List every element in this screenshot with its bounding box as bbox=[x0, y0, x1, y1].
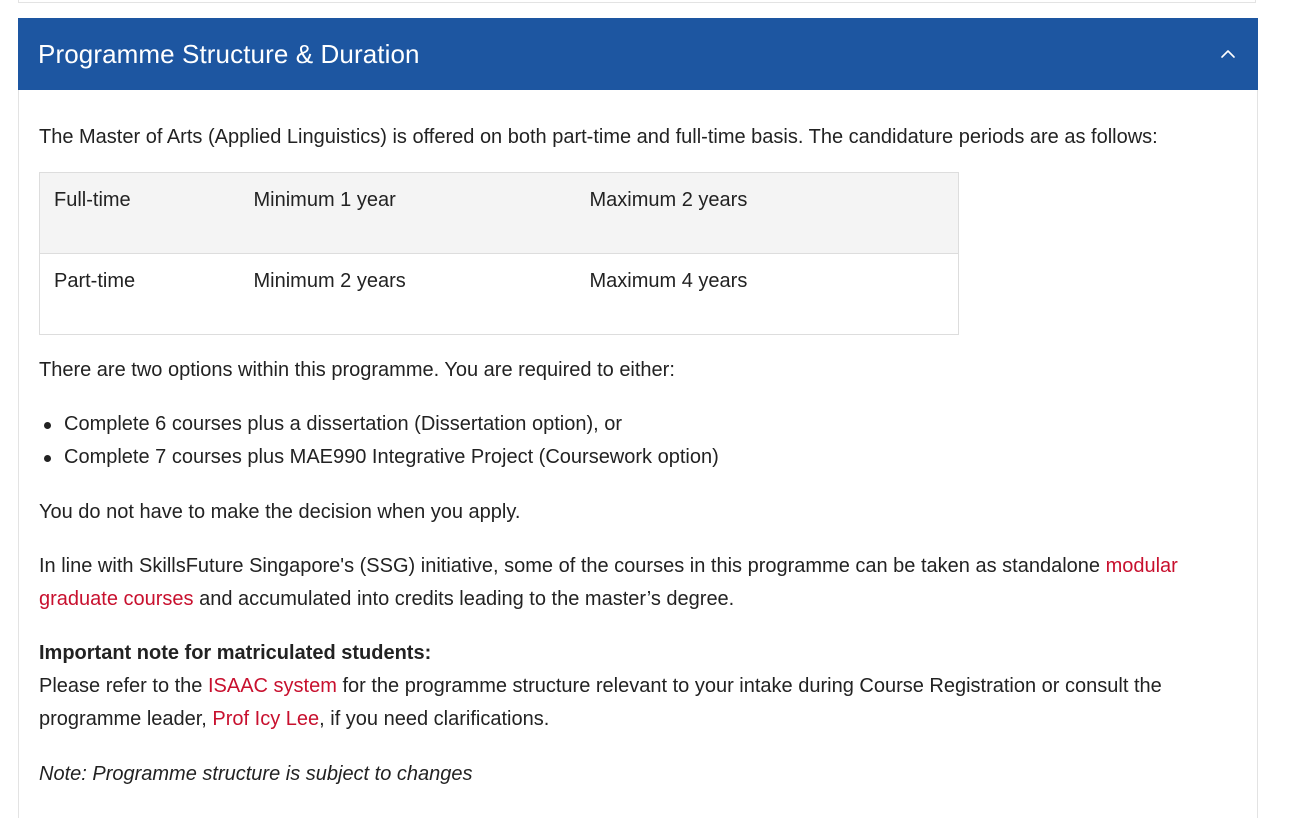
options-intro-text: There are two options within this programme. You are required to either: bbox=[39, 359, 675, 381]
disclaimer-note: Note: Programme structure is subject to changes bbox=[39, 763, 473, 785]
chevron-up-icon[interactable] bbox=[1220, 49, 1236, 59]
options-list bbox=[39, 408, 719, 474]
accordion-header[interactable] bbox=[18, 18, 1258, 90]
list-item: Complete 6 courses plus a dissertation (Dissertation option), or bbox=[39, 408, 719, 441]
isaac-system-link[interactable]: ISAAC system bbox=[207, 675, 337, 697]
ssg-text-after: and accumulated into credits leading to the master’s degree. bbox=[193, 588, 735, 610]
mode-cell: Full-time bbox=[54, 189, 131, 211]
ssg-text-before: In line with SkillsFuture Singapore's (SSG) initiative, some of the courses in this programme can be taken as standalone bbox=[39, 555, 1106, 577]
table-row bbox=[40, 173, 959, 254]
decision-text: You do not have to make the decision when you apply. bbox=[39, 501, 521, 523]
list-item: Complete 7 courses plus MAE990 Integrative Project (Coursework option) bbox=[39, 441, 719, 474]
modular-graduate-courses-link[interactable]: modular graduate courses bbox=[39, 555, 1178, 610]
important-note-heading: Important note for matriculated students: bbox=[39, 642, 432, 664]
intro-text: The Master of Arts (Applied Linguistics) is offered on both part-time and full-time basis. The candidature periods are as follows: bbox=[39, 126, 1158, 148]
previous-accordion-panel bbox=[18, 0, 1256, 3]
accordion-title: Programme Structure & Duration bbox=[38, 38, 420, 69]
refer-paragraph bbox=[39, 670, 1239, 736]
refer-text-after: , if you need clarifications. bbox=[319, 708, 550, 730]
ssg-paragraph bbox=[39, 550, 1239, 616]
minimum-cell: Minimum 2 years bbox=[240, 254, 576, 335]
prof-icy-lee-link[interactable]: Prof Icy Lee bbox=[212, 708, 320, 730]
refer-text-middle: for the programme structure relevant to your intake during Course Registration or consult the programme leader, bbox=[39, 675, 1162, 730]
table-row bbox=[40, 254, 959, 335]
mode-cell: Part-time bbox=[40, 254, 240, 335]
candidature-table bbox=[39, 172, 959, 335]
programme-structure-accordion bbox=[18, 18, 1258, 818]
refer-text-before: Please refer to the bbox=[39, 675, 208, 697]
maximum-cell: Maximum 4 years bbox=[576, 254, 959, 335]
maximum-cell: Maximum 2 years bbox=[589, 189, 748, 211]
minimum-cell: Minimum 1 year bbox=[253, 189, 396, 211]
